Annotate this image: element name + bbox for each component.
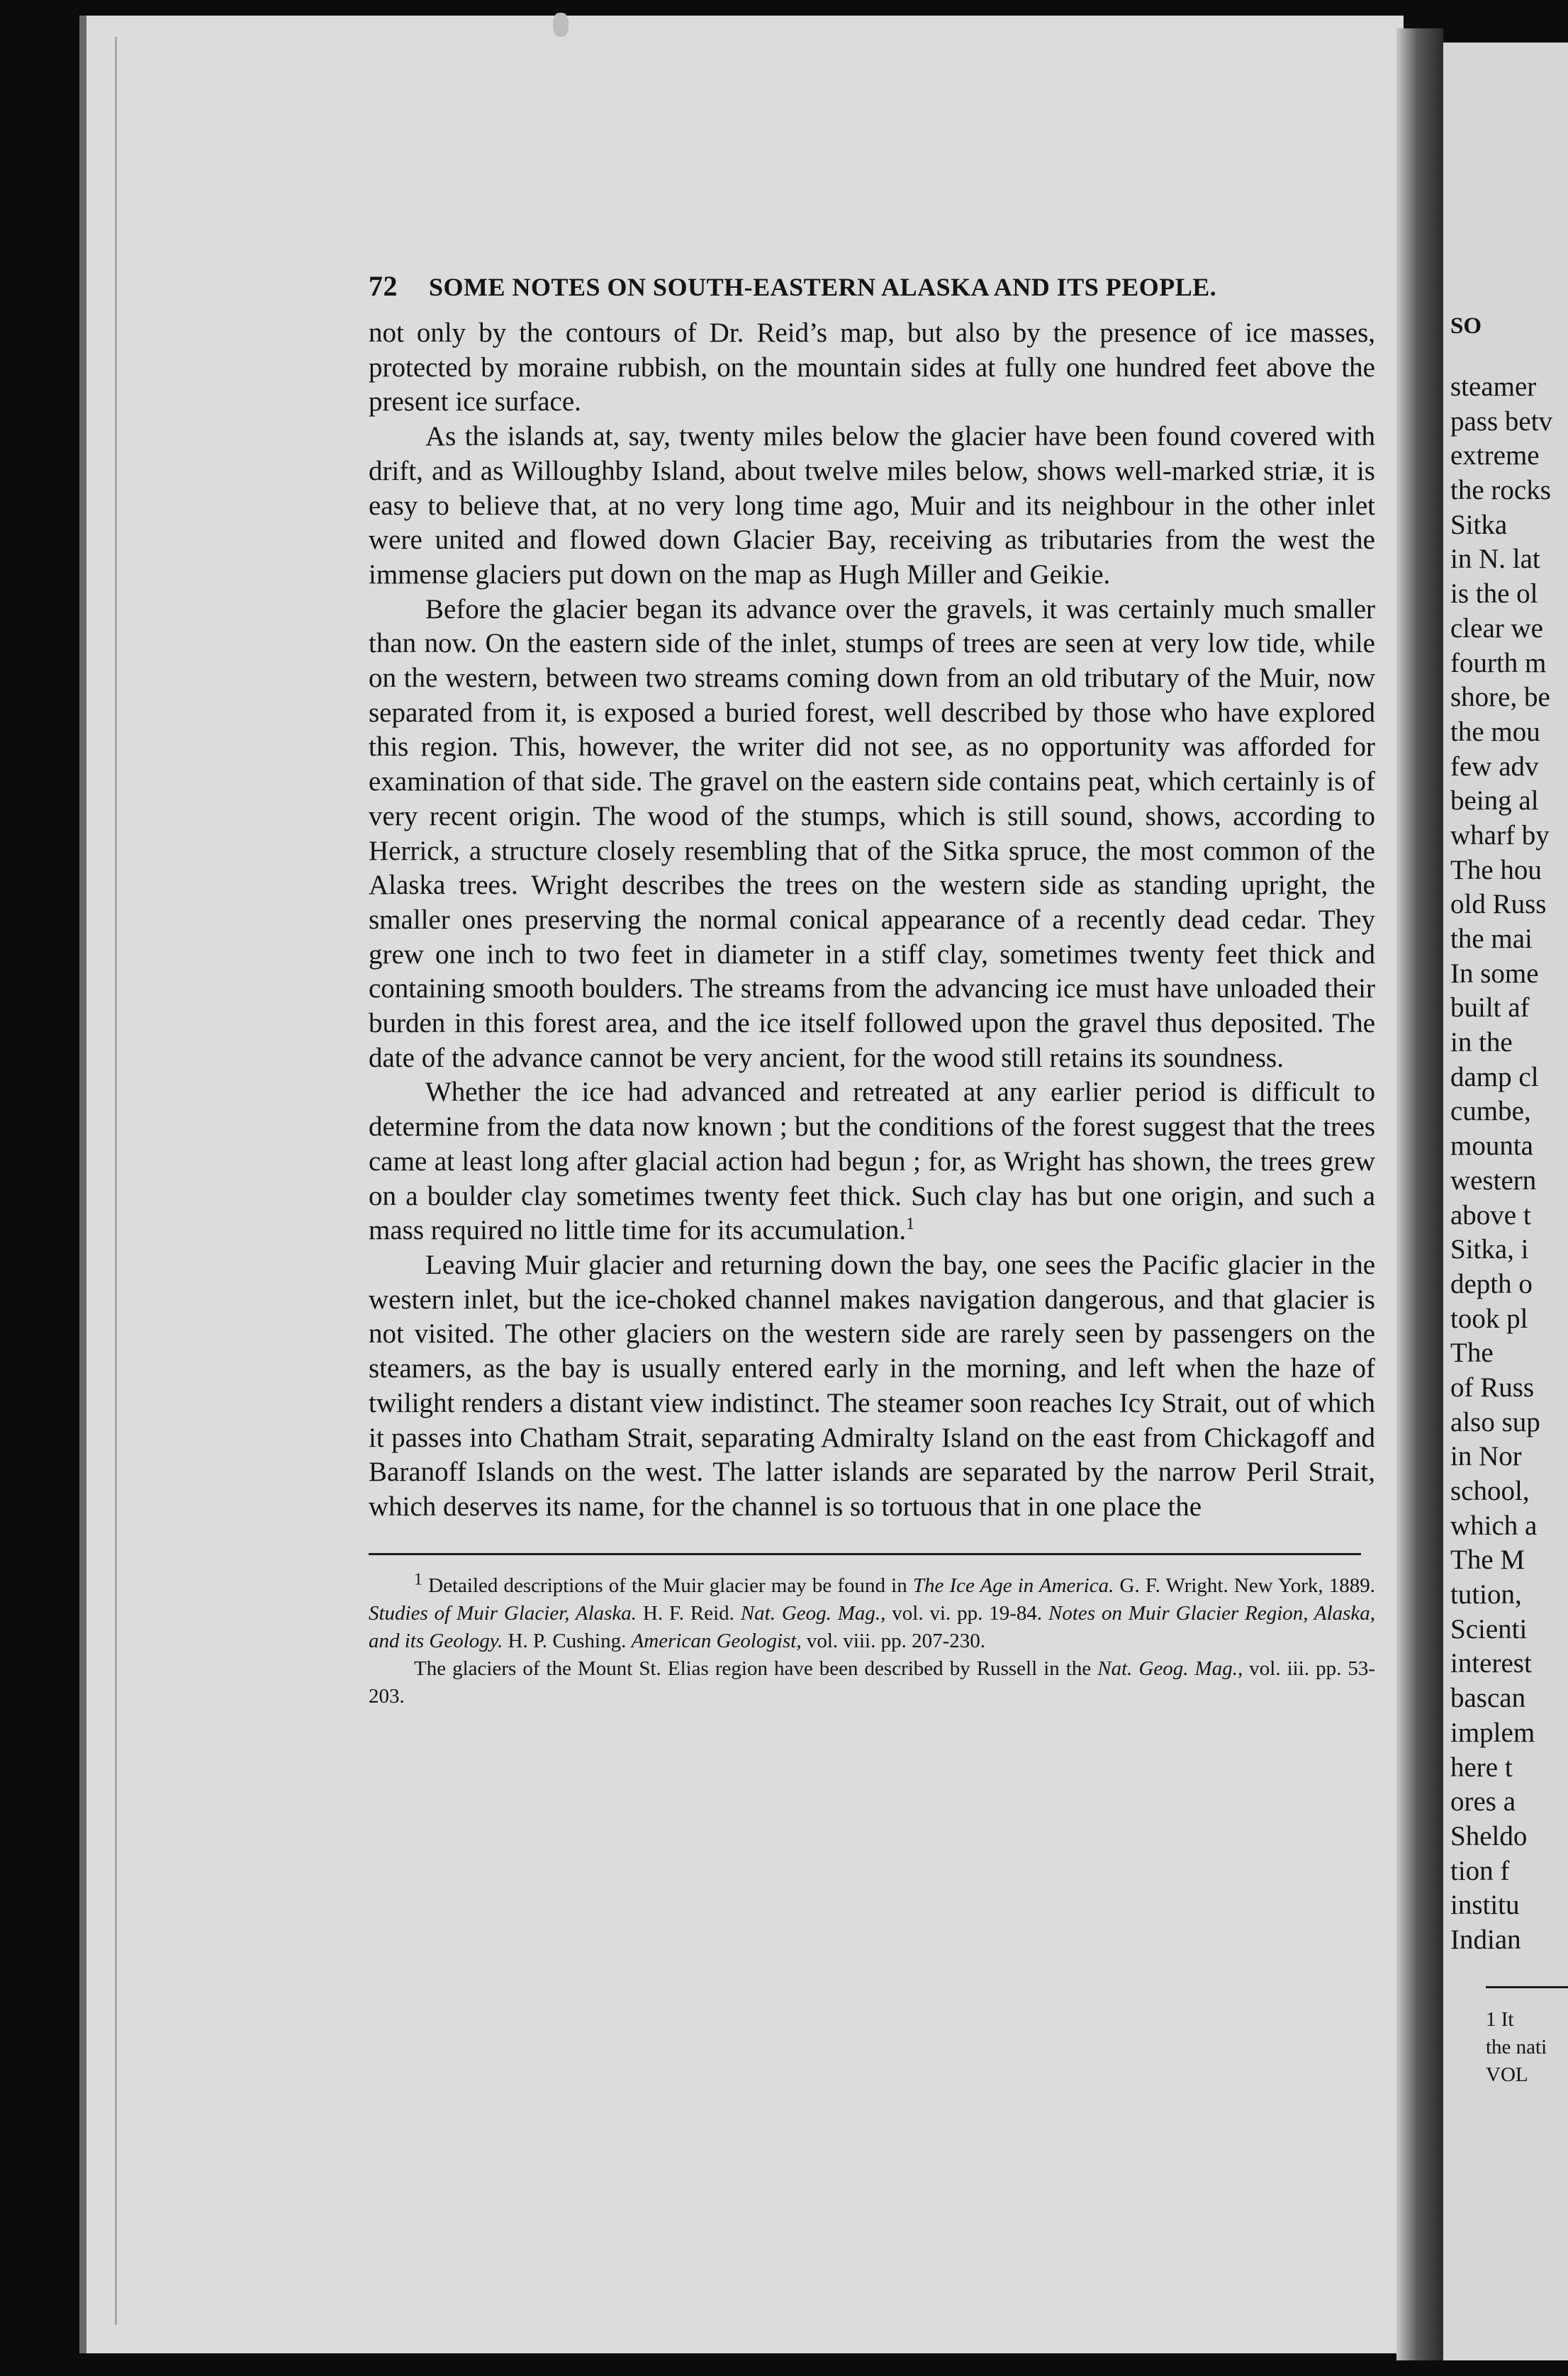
paragraph-1: not only by the contours of Dr. Reid’s map, but also by the presence of ice masses, protected by moraine rubbish, on the mountain sides at fully one hundred feet above the present ice surface. [369, 318, 1375, 418]
right-page-line: Sitka [1450, 509, 1508, 540]
right-page-line: The hou [1450, 854, 1542, 885]
right-page-line: depth o [1450, 1268, 1533, 1299]
right-page-line: fourth m [1450, 647, 1547, 678]
right-page-line: the mou [1450, 716, 1540, 747]
right-page-line: clear we [1450, 612, 1543, 644]
right-page-line: shore, be [1450, 682, 1550, 713]
footnote-2 [369, 1655, 1375, 1710]
fn1-journal-am-geol: American Geologist, [631, 1629, 802, 1652]
right-page-line: Scienti [1450, 1613, 1528, 1644]
fn1-vol-viii: vol. viii. pp. 207-230. [806, 1629, 985, 1652]
right-page-line: damp cl [1450, 1061, 1539, 1092]
fn1-work-ice-age: The Ice Age in America. [912, 1574, 1114, 1597]
right-page-line: built af [1450, 992, 1530, 1024]
right-footnotes [1486, 2006, 1547, 2089]
page-number: 72 [369, 270, 398, 302]
right-page-line: of Russ [1450, 1372, 1535, 1403]
right-page-line: Sheldo [1450, 1820, 1528, 1851]
right-page-line: also sup [1450, 1406, 1540, 1438]
running-head [369, 269, 1375, 306]
footnote-marker: 1 [906, 1215, 915, 1234]
fn1-author-reid: H. F. Reid. [642, 1601, 734, 1625]
book-gutter [1396, 28, 1443, 2360]
fn2-journal: Nat. Geog. Mag., [1097, 1657, 1243, 1680]
right-page [1443, 43, 1568, 2360]
fn1-author-wright: G. F. Wright. New York, 1889. [1119, 1574, 1376, 1597]
right-page-line: in the [1450, 1027, 1513, 1058]
paragraph-3: Before the glacier began its advance over the gravels, it was certainly much smaller than now. On the eastern side of the inlet, stumps of trees are seen at very low tide, while on the western, between two streams coming down from an old tributary of the Muir, now separated from it, is exposed a buried forest, well described by those who have explored this region. This, however, the writer did not see, as no opportunity was afforded for examination of that side. The gravel on the eastern side contains peat, which certainly is of very recent origin. The wood of the stumps, which is still sound, shows, according to Herrick, a structure closely resembling that of the Sitka spruce, the most common of the Alaska trees. Wright describes the trees on the western side as standing upright, the smaller ones preserving the normal conical appearance of a recently dead cedar. They grew one inch to two feet in diameter in a stiff clay, sometimes twenty feet thick and containing smooth boulders. The streams from the advancing ice must have unloaded their burden in this forest area, and the ice itself followed upon the gravel thus deposited. The date of the advance cannot be very ancient, for the wood still retains its soundness. [369, 593, 1375, 1073]
body-text [369, 316, 1375, 1525]
right-page-line: few adv [1450, 751, 1539, 782]
fn1-journal-nat-geog: Nat. Geog. Mag., [740, 1601, 886, 1625]
right-footnote-line: the nati [1486, 2036, 1547, 2058]
right-footnote-line: VOL [1486, 2063, 1528, 2086]
footnote-1-marker: 1 [414, 1569, 422, 1588]
right-page-line: which a [1450, 1510, 1538, 1541]
scan-speck [553, 13, 569, 37]
right-page-line: in Nor [1450, 1441, 1522, 1472]
paragraph-5: Leaving Muir glacier and returning down the bay, one sees the Pacific glacier in the western inlet, but the ice-choked channel makes navigation dangerous, and that glacier is not visited. The other glaciers on the western side are rarely seen by passengers on the steamers, as the bay is usually entered early in the morning, and left when the haze of twilight renders a distant view indistinct. The steamer soon reaches Icy Strait, out of which it passes into Chatham Strait, separating Admiralty Island on the east from Chickagoff and Baranoff Islands on the west. The latter islands are separated by the narrow Peril Strait, which deserves its name, for the channel is so tortuous that in one place the [369, 1249, 1375, 1522]
right-page-line: ores a [1450, 1786, 1516, 1817]
paragraph-4-text: Whether the ice had advanced and retreated at any earlier period is difficult to determine from the data now known ; but the conditions of the forest suggest that the trees came at least long after glacial action had begun ; for, as Wright has shown, the trees grew on a boulder clay sometimes twenty feet thick. Such clay has but one origin, and such a mass required no little time for its accumulation. [369, 1077, 1375, 1246]
right-running-head: SO [1450, 313, 1482, 339]
paragraph-4 [369, 1075, 1375, 1248]
right-page-line: is the ol [1450, 578, 1538, 610]
right-page-line: In some [1450, 958, 1539, 989]
right-footnote-line: 1 It [1486, 2008, 1514, 2031]
right-page-line: bascan [1450, 1683, 1526, 1714]
right-page-line: western [1450, 1165, 1537, 1196]
right-page-line: implem [1450, 1717, 1535, 1748]
right-page-line: steamer [1450, 371, 1537, 402]
right-page-line: above t [1450, 1199, 1531, 1231]
right-page-line: being al [1450, 785, 1539, 817]
running-head-title: SOME NOTES ON SOUTH-EASTERN ALASKA AND ITS PEOPLE. [429, 273, 1217, 301]
right-page-line: cumbe, [1450, 1096, 1531, 1127]
fn1-vol-vi: vol. vi. pp. 19-84. [892, 1601, 1043, 1625]
fn1-author-cushing: H. P. Cushing. [508, 1629, 627, 1652]
right-page-line: in N. lat [1450, 544, 1540, 575]
fn2-vol: vol. iii. pp. 53-203. [369, 1657, 1376, 1708]
footnote-1 [369, 1569, 1376, 1655]
right-page-line: mounta [1450, 1131, 1533, 1162]
right-page-line: institu [1450, 1890, 1520, 1921]
right-page-line: Indian [1450, 1924, 1521, 1955]
page-content [369, 269, 1375, 1710]
footnote-rule [369, 1553, 1361, 1555]
right-page-line: wharf by [1450, 819, 1550, 851]
right-page-line: extreme [1450, 440, 1540, 471]
right-footnote-rule [1486, 1986, 1568, 1988]
right-page-line: school, [1450, 1476, 1530, 1506]
right-page-line: the rocks [1450, 475, 1551, 506]
right-page-line: pass betv [1450, 405, 1553, 437]
right-page-line: old Russ [1450, 889, 1547, 920]
right-page-line: the mai [1450, 924, 1533, 954]
right-page-line: tution, [1450, 1579, 1522, 1610]
right-page-line: The [1450, 1338, 1494, 1369]
right-page-line: interest [1450, 1648, 1532, 1679]
fn1-work-notes: Notes on Muir Glacier Region, Alaska, and its Geology. [369, 1601, 1376, 1652]
right-page-line: tion f [1450, 1855, 1510, 1886]
footnotes [369, 1569, 1376, 1710]
fn2-text: The glaciers of the Mount St. Elias region have been described by Russell in the [414, 1657, 1092, 1680]
fn1-text-a: Detailed descriptions of the Muir glacier may be found in [428, 1574, 907, 1597]
fn1-work-studies: Studies of Muir Glacier, Alaska. [369, 1601, 637, 1625]
right-page-line: here t [1450, 1752, 1513, 1783]
right-page-line: Sitka, i [1450, 1234, 1529, 1265]
paragraph-2: As the islands at, say, twenty miles below the glacier have been found covered with drift, and as Willoughby Island, about twelve miles below, shows well-marked striæ, it is easy to believe that, at no very long time ago, Muir and its neighbour in the other inlet were united and flowed down Glacier Bay, receiving as tributaries from the west the immense glaciers put down on the map as Hugh Miller and Geikie. [369, 421, 1375, 590]
right-page-line: The M [1450, 1545, 1525, 1576]
right-page-text [1450, 370, 1552, 1958]
right-page-line: took pl [1450, 1303, 1528, 1334]
